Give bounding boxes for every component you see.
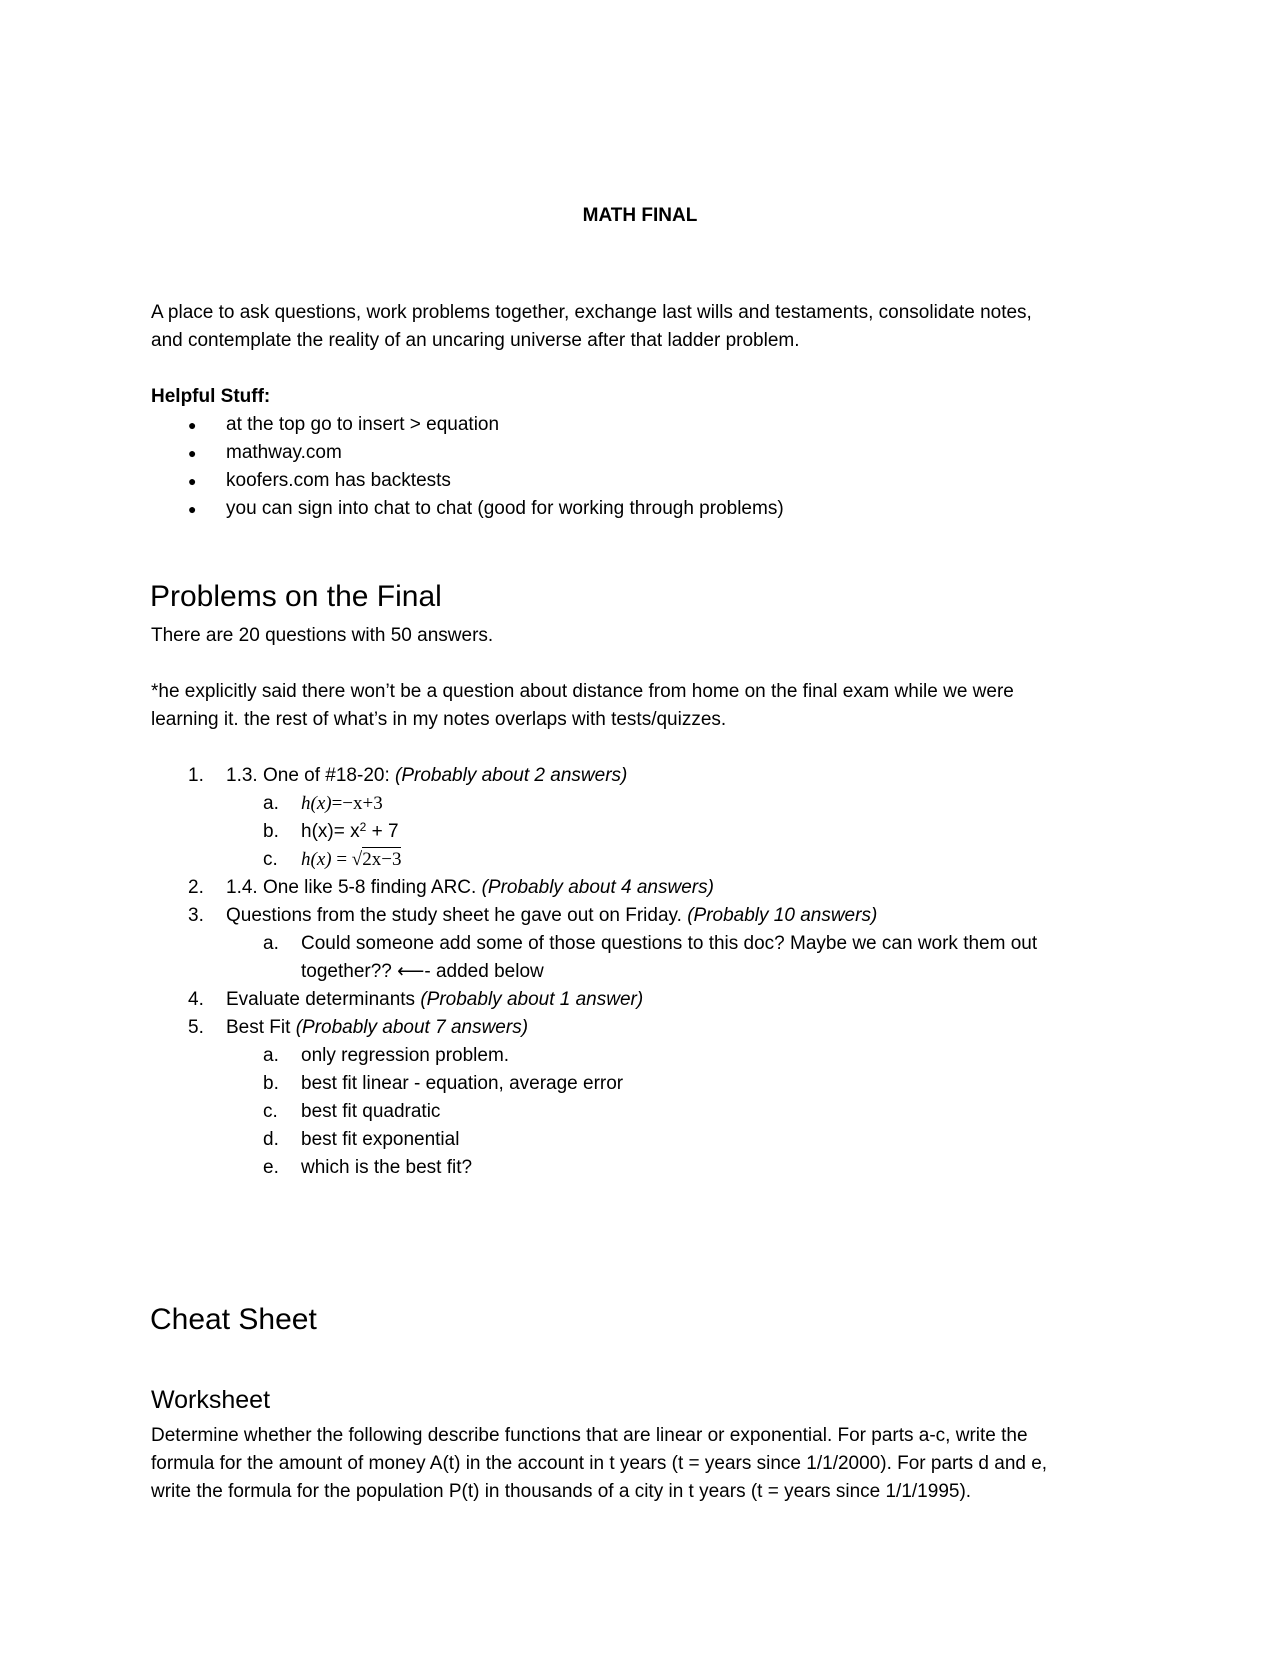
list-item (226, 986, 643, 1014)
bullet-icon: ● (188, 445, 197, 461)
equation (301, 790, 383, 818)
list-item (226, 1014, 528, 1042)
problems-heading: Problems on the Final (150, 580, 442, 613)
sub-letter: a. (263, 933, 279, 954)
problems-summary: There are 20 questions with 50 answers. (151, 625, 494, 646)
list-item (226, 874, 714, 902)
eq-rhs: =−x+3 (331, 793, 383, 814)
sub-letter: d. (263, 1129, 279, 1150)
list-number: 5. (188, 1017, 204, 1038)
sub-item: which is the best fit? (301, 1157, 473, 1178)
worksheet-line-3: write the formula for the population P(t) in thousands of a city in t years (t = years since 1/1/1995). (151, 1481, 972, 1502)
list-number: 2. (188, 877, 204, 898)
sub-item: best fit quadratic (301, 1101, 441, 1122)
page-title: MATH FINAL (582, 205, 698, 226)
bullet-icon: ● (188, 501, 197, 517)
helpful-item: mathway.com (226, 442, 342, 463)
sub-letter: c. (263, 849, 278, 870)
item-text: Evaluate determinants (226, 989, 421, 1010)
list-number: 3. (188, 905, 204, 926)
equation (301, 818, 399, 846)
sub-item: best fit linear - equation, average error (301, 1073, 624, 1094)
sub-letter: e. (263, 1157, 279, 1178)
eq-mid: = √ (331, 849, 363, 870)
list-item (226, 902, 877, 930)
sub-item: only regression problem. (301, 1045, 510, 1066)
sub-item: Could someone add some of those questions to this doc? Maybe we can work them out (301, 933, 1038, 954)
eq-exponent: 2 (359, 820, 367, 834)
item-estimate: (Probably about 7 answers) (295, 1017, 529, 1038)
helpful-heading: Helpful Stuff: (151, 386, 271, 407)
intro-line-1: A place to ask questions, work problems together, exchange last wills and testaments, consolidate notes, (151, 302, 1032, 323)
item-text: 1.4. One like 5-8 finding ARC. (226, 877, 482, 898)
helpful-item: at the top go to insert > equation (226, 414, 500, 435)
list-number: 1. (188, 765, 204, 786)
helpful-item: you can sign into chat to chat (good for working through problems) (226, 498, 784, 519)
worksheet-line-2: formula for the amount of money A(t) in the account in t years (t = years since 1/1/2000). For parts d and e, (151, 1453, 1048, 1474)
sub-letter: b. (263, 821, 279, 842)
sub-item: best fit exponential (301, 1129, 460, 1150)
bullet-icon: ● (188, 473, 197, 489)
problems-note-line-1: *he explicitly said there won’t be a question about distance from home on the final exam while we were (151, 681, 1014, 702)
sub-letter: a. (263, 793, 279, 814)
eq-pre: h(x)= x (301, 821, 360, 842)
intro-line-2: and contemplate the reality of an uncaring universe after that ladder problem. (151, 330, 800, 351)
sub-letter: b. (263, 1073, 279, 1094)
item-estimate: (Probably about 2 answers) (395, 765, 628, 786)
sub-letter: a. (263, 1045, 279, 1066)
item-text: Questions from the study sheet he gave out on Friday. (226, 905, 688, 926)
eq-post: + 7 (366, 821, 399, 842)
helpful-item: koofers.com has backtests (226, 470, 451, 491)
bullet-icon: ● (188, 417, 197, 433)
sub-letter: c. (263, 1101, 278, 1122)
worksheet-heading: Worksheet (151, 1386, 271, 1414)
sub-item-continuation: together?? ⟵- added below (301, 961, 544, 982)
item-estimate: (Probably about 1 answer) (420, 989, 644, 1010)
eq-radicand: 2x−3 (362, 849, 402, 870)
item-text: Best Fit (226, 1017, 296, 1038)
eq-lhs: h(x) (301, 849, 332, 870)
cheat-sheet-heading: Cheat Sheet (150, 1303, 317, 1336)
item-estimate: (Probably about 4 answers) (481, 877, 714, 898)
equation (301, 846, 401, 874)
list-item (226, 762, 627, 790)
worksheet-line-1: Determine whether the following describe functions that are linear or exponential. For parts a-c, write the (151, 1425, 1028, 1446)
item-estimate: (Probably 10 answers) (687, 905, 878, 926)
list-number: 4. (188, 989, 204, 1010)
item-text: 1.3. One of #18-20: (226, 765, 396, 786)
problems-note-line-2: learning it. the rest of what’s in my notes overlaps with tests/quizzes. (151, 709, 727, 730)
eq-lhs: h(x) (301, 793, 332, 814)
